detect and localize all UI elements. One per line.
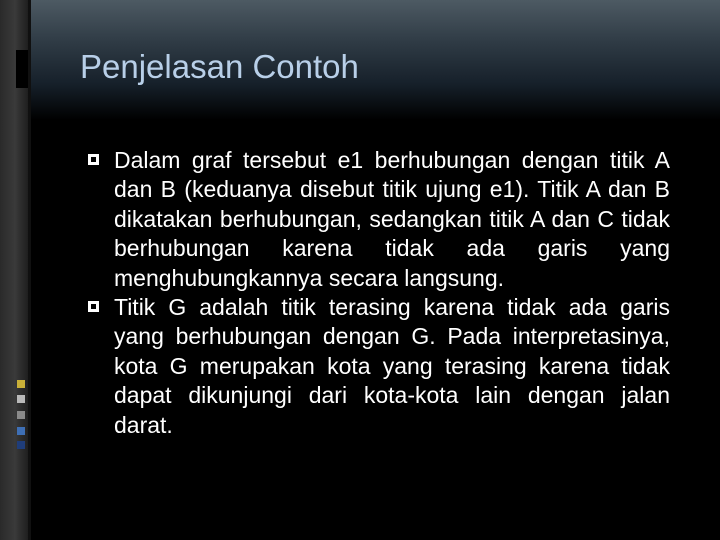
left-panel-edge [28,0,31,540]
decorative-square-blue [17,427,25,435]
slide-title: Penjelasan Contoh [80,48,359,85]
bullet-square-icon [88,301,99,312]
bullet-item [88,146,670,293]
bullet-text: Titik G adalah titik terasing karena tidak ada garis yang berhubungan dengan G. Pada interpretasinya, kota G merupakan kota yang terasing karena tidak dapat dikunjungi dari kota-kota lain dengan jalan darat. [114,294,670,438]
bullet-item [88,293,670,440]
slide-content [88,146,670,440]
bullet-text: Dalam graf tersebut e1 berhubungan dengan titik A dan B (keduanya disebut titik ujung e1). Titik A dan B dikatakan berhubungan, sedangkan titik A dan C tidak berhubungan karena tidak ada garis yang menghubungkannya secara langsung. [114,147,670,291]
decorative-square-navy [17,441,25,449]
bullet-square-icon [88,154,99,165]
decorative-square-gold [17,380,25,388]
left-accent-bar [16,50,28,88]
decorative-square-silver [17,395,25,403]
decorative-square-gray [17,411,25,419]
